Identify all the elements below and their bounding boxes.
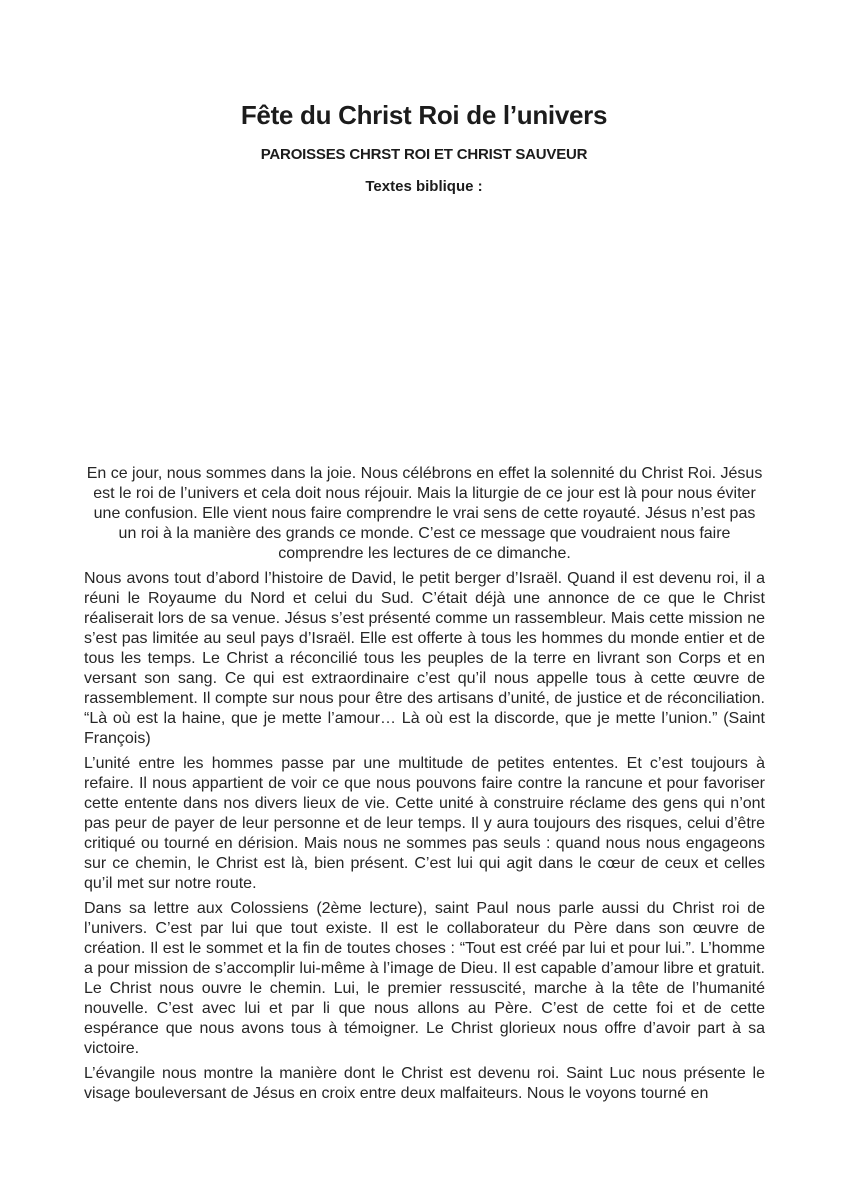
paragraph-david-rassembleur: Nous avons tout d’abord l’histoire de David, le petit berger d’Israël. Quand il est devenu roi, il a réuni le Royaume du Nord et celui du Sud. C’était déjà une annonce de ce que le Christ réaliserait lors de sa venue. Jésus s’est présenté comme un rassembleur. Mais cette mission ne s’est pas limitée au seul pays d’Israël. Elle est offerte à tous les hommes du monde entier et de tous les temps. Le Christ a réconcilié tous les peuples de la terre en livrant son Corps et en versant son sang. Ce qui est extraordinaire c’est qu’il nous appelle tous à cette œuvre de rassemblement. Il compte sur nous pour être des artisans d’unité, de justice et de réconciliation. “Là où est la haine, que je mette l’amour… Là où est la discorde, que je mette l’union.” (Saint François) [84,570,765,747]
document-subtitle: PAROISSES CHRST ROI ET CHRIST SAUVEUR [260,146,588,163]
paragraph-intro-solennite: En ce jour, nous sommes dans la joie. Nous célébrons en effet la solennité du Christ Roi. Jésus est le roi de l’univers et cela doit nous réjouir. Mais la liturgie de ce jour est là pour nous éviter une confusion. Elle vient nous faire comprendre le vrai sens de cette royauté. Jésus n’est pas un roi à la manière des grands ce monde. C’est ce message que voudraient nous faire comprendre les lectures de ce dimanche. [86,465,763,562]
document-body [84,464,765,1109]
paragraph-lettre-colossiens: Dans sa lettre aux Colossiens (2ème lecture), saint Paul nous parle aussi du Christ roi de l’univers. C’est par lui que tout existe. Il est le collaborateur du Père dans son œuvre de création. Il est le sommet et la fin de toutes choses : “Tout est créé par lui et pour lui.”. L’homme a pour mission de s’accomplir lui-même à l’image de Dieu. Il est capable d’amour libre et gratuit. Le Christ nous ouvre le chemin. Lui, le premier ressuscité, marche à la tête de l’humanité nouvelle. C’est avec lui et par li que nous allons au Père. C’est de cette foi et de cette espérance que nous avons tous à témoigner. Le Christ glorieux nous offre d’avoir part à sa victoire. [84,900,765,1057]
document-title: Fête du Christ Roi de l’univers [240,100,608,130]
paragraph-unite-entre-hommes: L’unité entre les hommes passe par une multitude de petites ententes. Et c’est toujours à refaire. Il nous appartient de voir ce que nous pouvons faire contre la rancune et pour favoriser cette entente dans nos divers lieux de vie. Cette unité à construire réclame des gens qui n’ont pas peur de payer de leur personne et de leur temps. Il y aura toujours des risques, celui d’être critiqué ou tourné en dérision. Mais nous ne sommes pas seuls : quand nous nous engageons sur ce chemin, le Christ est là, bien présent. C’est lui qui agit dans le cœur de ceux et celles qu’il met sur notre route. [84,755,765,892]
paragraph-evangile-saint-luc: L’évangile nous montre la manière dont le Christ est devenu roi. Saint Luc nous présente le visage bouleversant de Jésus en croix entre deux malfaiteurs. Nous le voyons tourné en [84,1065,765,1102]
section-label: Textes biblique : [365,178,483,195]
document-header [0,100,848,196]
